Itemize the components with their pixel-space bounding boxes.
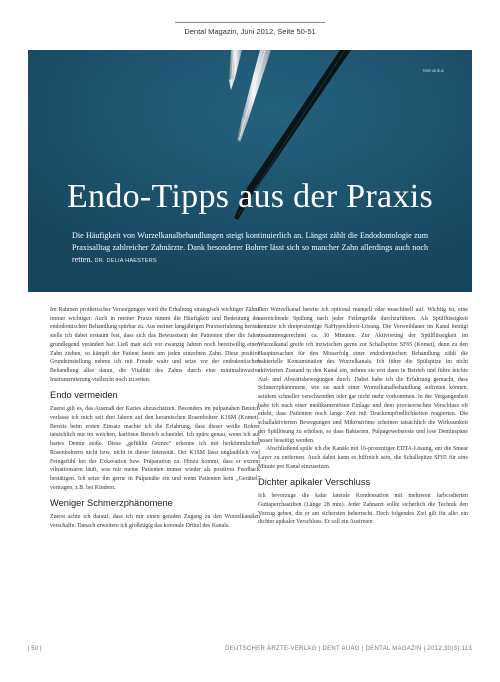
article-lead — [72, 230, 428, 267]
article-title: Endo-Tipps aus der Praxis — [66, 178, 434, 215]
source-line: Dental Magazin, Juni 2012, Seite 50-51 — [184, 27, 316, 36]
section-heading: Weniger Schmerzphänomene — [50, 498, 173, 509]
hero-image — [28, 50, 472, 292]
section-heading: Endo vermeiden — [50, 390, 118, 401]
paragraph: Zuerst achte ich darauf, dass ich mir einen geraden Zugang zu den Wurzelkanälen verschaffe. Danach erweitere ich großzügig das koronale Drittel des Kanals. — [50, 514, 260, 530]
paragraph: Den Wurzelkanal bereite ich optional manuell oder maschinell auf. Wichtig ist, eine ausreichende Spülung nach jeder Feilengröße durchzuführen. Als Spülflüssigkeit benutze ich dreiprozentige NaHypochlorit-Lösung. Die Verweildauer im Kanal beträgt zusammengerechnet ca. 30 Minuten. Zur Aktivierung der Spülflüssigkeit im Wurzelkanal greife ich inzwischen gerne zur Schallspitze SF65 (Komet), denn zu den Hauptursachen für den Misserfolg einer endodontischen Behandlung zählt die bakterielle Kontamination des Wurzelkanals. Ich führe die Spülspitze im nicht aktivierten Zustand in den Kanal ein, nehme sie erst dann in Betrieb und führe leichte Auf- und Abwärtsbewegungen durch. Dabei habe ich die Erfahrung gemacht, dass Schmerzphänomene, wie sie nach einer Wurzelkanalbehandlung auftreten können, seitdem schneller verschwinden oder gar nicht mehr vorkommen. In der Vergangenheit habe ich nach einer medikamentösen Einlage und dem provisorischen Verschluss oft erlebt, dass Patienten noch lange Zeit mit Druckempfindlichkeiten reagierten. Die schallaktivierten Bewegungen und Mikroströme scheinen tatsächlich die Wirksamkeit der Spüllösung zu erhöhen, so dass Bakterien, Pulpagewebsreste und lose Dentinspäne besser beseitigt werden. — [258, 307, 468, 444]
column-left — [50, 306, 260, 531]
paragraph: Zuerst gilt es, das Ausmaß der Karies abzuschätzen. Besonders im pulpanahen Bereich verlasse ich mich seit drei Jahren auf den keramischen Rosenbohrer K1SM (Komet). Bereits beim ersten Einsatz machte ich die Erfahrung, dass dieser weiße Bohrer tatsächlich nur im weichen, kariösen Bereich schneidet. Ich spüre genau, wenn ich auf hartes Dentin stoße. Diese „gefühlte Grenze" erkenne ich mit herkömmlichen Rosenbohrern nicht bzw. nicht in dieser Intensität. Der K1SM lässt unglaublich viel Feingefühl bei der Exkavation bzw. Präparation zu. Hinzu kommt, dass er extrem vibrationsarm läuft, was mir meine Patienten immer wieder als positives Feedback bestätigen. Ich setze ihn gerne in Pulpanähe ein und wenn Patienten kein „Gerättel" vertragen, z.B. bei Kindern. — [50, 406, 260, 491]
paragraph: Im Rahmen prothetischer Versorgungen wird die Erhaltung strategisch wichtiger Zähne immer wichtiger. Auch in meiner Praxis nimmt die Häufigkeit und Bedeutung der endodontischen Behandlung spürbar zu. Aus meiner langjährigen Praxiserfahrung heraus stelle ich dabei erstaunt fest, dass sich das Bewusstsein der Patienten über die Jahre grundlegend verändert hat: Ließ man sich vor zwanzig Jahren noch bereitwillig einen Zahn ziehen, so kämpft der Patient heute um jeden einzelnen Zahn. Diese positive Grundeinstellung nehme ich mit Freude wahr und setze vor der endodontischen Behandlung alles daran, die Vitalität des Zahns durch eine minimalinvasive Instrumentierung vielleicht noch zu retten. — [50, 307, 260, 383]
lead-text: Die Häufigkeit von Wurzelkanalbehandlungen steigt kontinuierlich an. Längst zählt die Endodontologie zum Praxisalltag zahlreicher Zahnärzte. Dank besonderer Bohrer lässt sich so mancher Zahn allerdings auch noch retten. — [72, 231, 428, 264]
paragraph: Abschließend spüle ich die Kanäle mit 16-prozentiger EDTA-Lösung, um die Smear Layer zu entfernen. Auch dabei kann es hilfreich sein, die Schallspitze SF65 für eine Minute pro Kanal einzusetzen. — [258, 446, 468, 470]
column-right — [258, 306, 468, 527]
header-rule — [175, 22, 325, 23]
publisher-line: DEUTSCHER ÄRZTE-VERLAG | DENT AUAG | DENTAL MAGAZIN | 2012;30(3):113 — [225, 646, 472, 652]
image-credit: Meinardus — [422, 68, 444, 73]
section-heading: Dichter apikaler Verschluss — [258, 477, 371, 488]
paragraph: Ich bevorzuge die kalte laterale Kondensation mit mehreren farbcodierten Guttaperchastiften (Länge 28 mm). Jeder Zahnarzt sollte sicherlich die Technik den Vorzug geben, die er am sichersten beherrscht. Doch folgendes Ziel gilt für alle: ein dichter apikaler Verschluss. Er soll ein Austreten — [258, 493, 468, 526]
author-name: DR. DELIA HAESTERS — [94, 258, 157, 264]
page-number: | 50 | — [28, 646, 42, 652]
